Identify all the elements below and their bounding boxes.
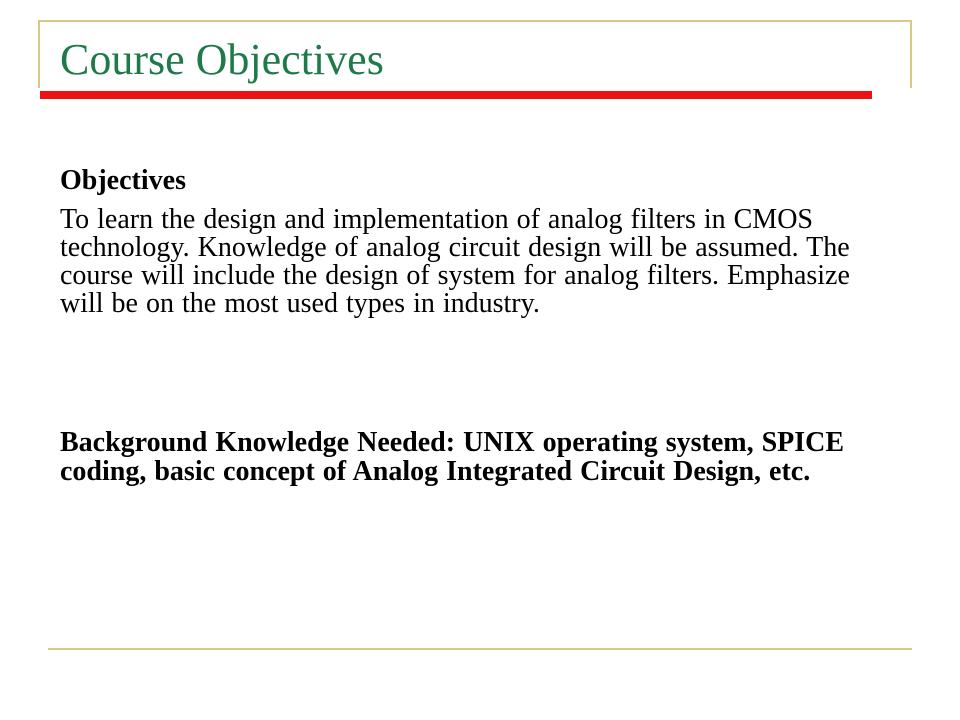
frame-rule-top <box>38 20 912 22</box>
objectives-paragraph: To learn the design and implementation of analog filters in CMOS technology. Knowledge of analog circuit design will be assumed. The course will include the design of system for analog filters. Emphasize will be on the most used types in industry. <box>60 203 850 319</box>
slide-content <box>60 164 900 486</box>
frame-rule-right <box>910 20 912 88</box>
frame-rule-left <box>38 20 40 88</box>
objectives-heading: Objectives <box>60 165 186 196</box>
slide-title: Course Objectives <box>60 35 384 84</box>
frame-rule-bottom <box>48 648 912 650</box>
title-underline <box>40 91 872 99</box>
background-knowledge-paragraph: Background Knowledge Needed: UNIX operating system, SPICE coding, basic concept of Analog Integrated Circuit Design, etc. <box>60 426 845 487</box>
